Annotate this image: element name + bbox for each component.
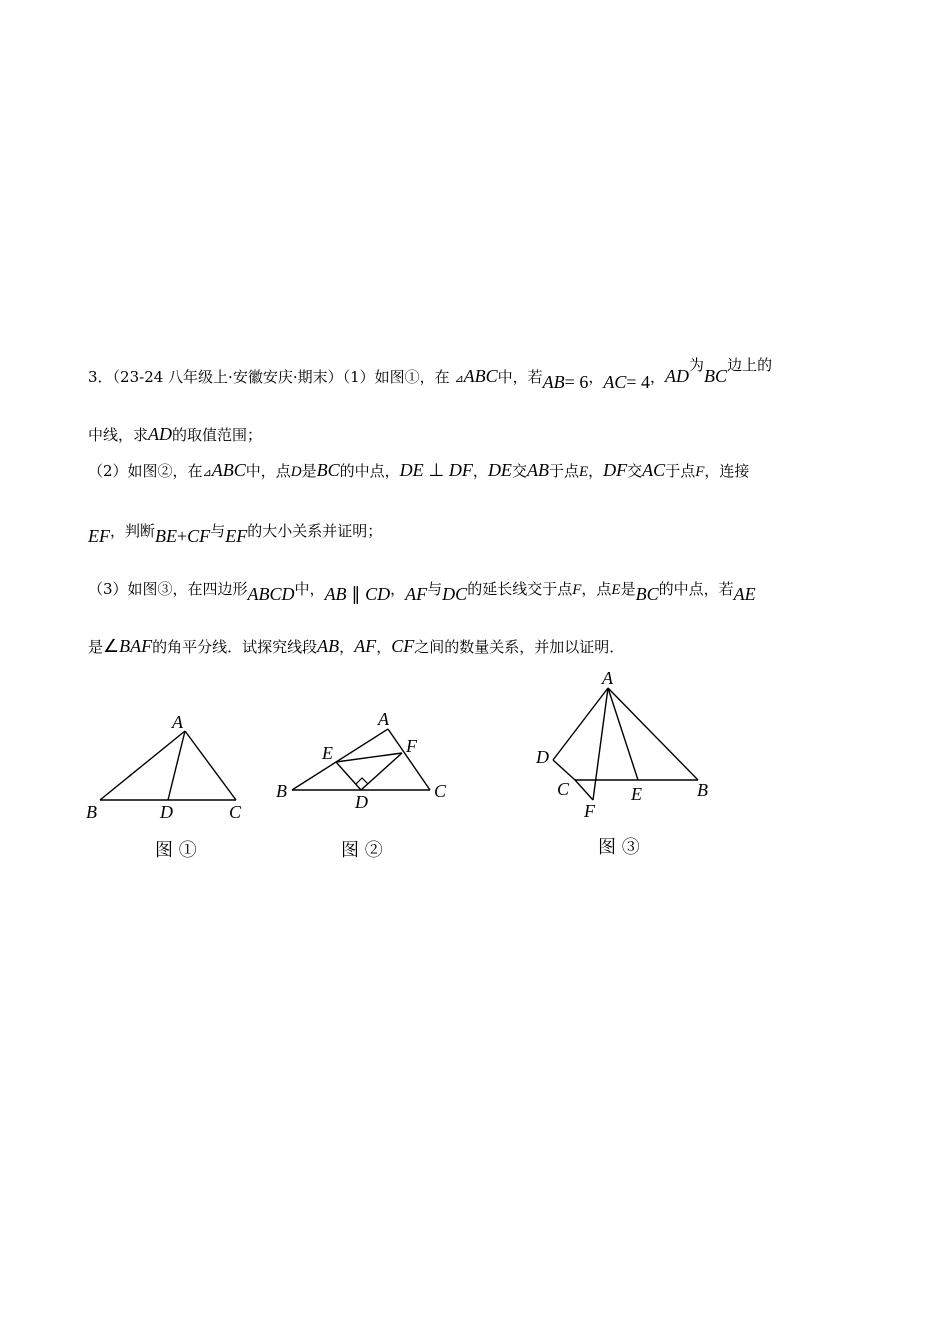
math-cd: CD [365, 584, 391, 604]
math-ad: AD [665, 366, 690, 386]
text: 与 [427, 580, 443, 598]
text: ， [588, 368, 604, 386]
label-f: F [584, 801, 595, 821]
text: ， [376, 638, 392, 656]
label-d: D [536, 747, 549, 767]
math-abc: ABC [463, 366, 498, 386]
math-bc: BC [704, 366, 728, 386]
math-ef: EF [225, 526, 248, 546]
text: 的大小关系并证明； [247, 522, 383, 540]
math-e: E [611, 582, 621, 598]
math-d: D [290, 464, 302, 480]
text: 是 [301, 462, 317, 480]
text: 是 [620, 580, 636, 598]
text: 于点 [548, 462, 579, 480]
label-a: A [172, 712, 183, 732]
label-c: C [557, 779, 570, 799]
text: 中，点 [245, 462, 291, 480]
math-eq1: = 6 [564, 372, 589, 392]
label-a: A [378, 709, 389, 729]
text: ， [588, 462, 604, 480]
text: 的中点， [339, 462, 400, 480]
text: 是 [88, 638, 104, 656]
figure-1-caption: 图 ① [155, 840, 197, 861]
math-ac: AC [603, 372, 627, 392]
math-angle: ∠ [103, 636, 120, 656]
text: 的中点，若 [658, 580, 734, 598]
triangle-symbol: ⊿ [454, 372, 464, 385]
label-d: D [355, 792, 368, 812]
segment-ab [292, 729, 388, 790]
segment-cf [575, 780, 593, 800]
segment-ef [336, 753, 402, 762]
label-a: A [602, 668, 613, 688]
segment-de [336, 762, 361, 790]
math-ab: AB [526, 460, 549, 480]
text: 为 [689, 356, 705, 374]
label-c: C [229, 802, 242, 822]
math-abcd: ABCD [247, 584, 295, 604]
label-c: C [434, 781, 447, 801]
math-be: BE [155, 526, 178, 546]
part1-intro: （1）如图①，在 [342, 368, 450, 386]
segment-dc [553, 760, 575, 780]
text: 的延长线交于点 [467, 580, 573, 598]
math-perp: ⊥ [428, 460, 445, 480]
text: 于点 [665, 462, 696, 480]
figure-2-caption: 图 ② [341, 840, 383, 861]
text: 中， [294, 580, 325, 598]
label-b: B [276, 781, 287, 801]
math-bc: BC [316, 460, 340, 480]
label-b: B [697, 780, 708, 800]
segment-ab [100, 731, 185, 800]
text: 边上的 [727, 356, 773, 374]
text: 与 [210, 522, 226, 540]
math-de: DE [487, 460, 512, 480]
text: ， [472, 462, 488, 480]
segment-ab [608, 688, 698, 780]
math-cf: CF [391, 636, 415, 656]
figure-3-caption: 图 ③ [598, 837, 640, 858]
text: 中，若 [497, 368, 543, 386]
math-ae: AE [733, 584, 756, 604]
label-d: D [160, 802, 173, 822]
math-ab: AB [542, 372, 565, 392]
math-dc: DC [442, 584, 468, 604]
math-eq2: = 4 [626, 372, 651, 392]
math-baf: BAF [119, 636, 153, 656]
math-ab: AB [317, 636, 340, 656]
label-e: E [631, 784, 642, 804]
math-de: DE [399, 460, 424, 480]
label-b: B [86, 802, 97, 822]
segment-ac [185, 731, 236, 800]
math-af: AF [405, 584, 428, 604]
text: 中线，求 [88, 426, 149, 444]
triangle-symbol: ⊿ [202, 466, 212, 479]
math-plus: + [177, 526, 188, 546]
math-af: AF [354, 636, 377, 656]
segment-ad [168, 731, 185, 800]
math-df: DF [603, 460, 628, 480]
segment-ae [608, 688, 638, 780]
text: 交 [511, 462, 527, 480]
text: （2）如图②，在 [88, 462, 203, 480]
math-f: F [572, 582, 582, 598]
math-e: E [578, 464, 589, 480]
math-bc: BC [635, 584, 659, 604]
text: ， [390, 580, 406, 598]
text: （3）如图③，在四边形 [88, 580, 248, 598]
math-ef: EF [88, 526, 110, 546]
problem-number: 3． [88, 368, 113, 386]
text: ，判断 [110, 522, 156, 540]
text: ，连接 [704, 462, 750, 480]
math-abc: ABC [211, 460, 246, 480]
problem-source: （23-24 八年级上·安徽安庆·期末） [112, 368, 343, 386]
math-cf: CF [187, 526, 211, 546]
text: ，点 [581, 580, 612, 598]
math-ad: AD [148, 424, 173, 444]
math-f: F [695, 464, 705, 480]
label-f: F [406, 736, 417, 756]
segment-df [361, 753, 402, 790]
text: 的角平分线．试探究线段 [152, 638, 318, 656]
text: ， [650, 368, 666, 386]
math-parallel: ∥ [351, 584, 361, 604]
text: 交 [627, 462, 643, 480]
text: 之间的数量关系，并加以证明． [414, 638, 625, 656]
math-df: DF [448, 460, 473, 480]
right-angle-mark [356, 778, 368, 784]
text: ， [339, 638, 355, 656]
math-ab: AB [324, 584, 347, 604]
label-e: E [322, 743, 333, 763]
math-ac: AC [642, 460, 666, 480]
text: 的取值范围； [172, 426, 263, 444]
